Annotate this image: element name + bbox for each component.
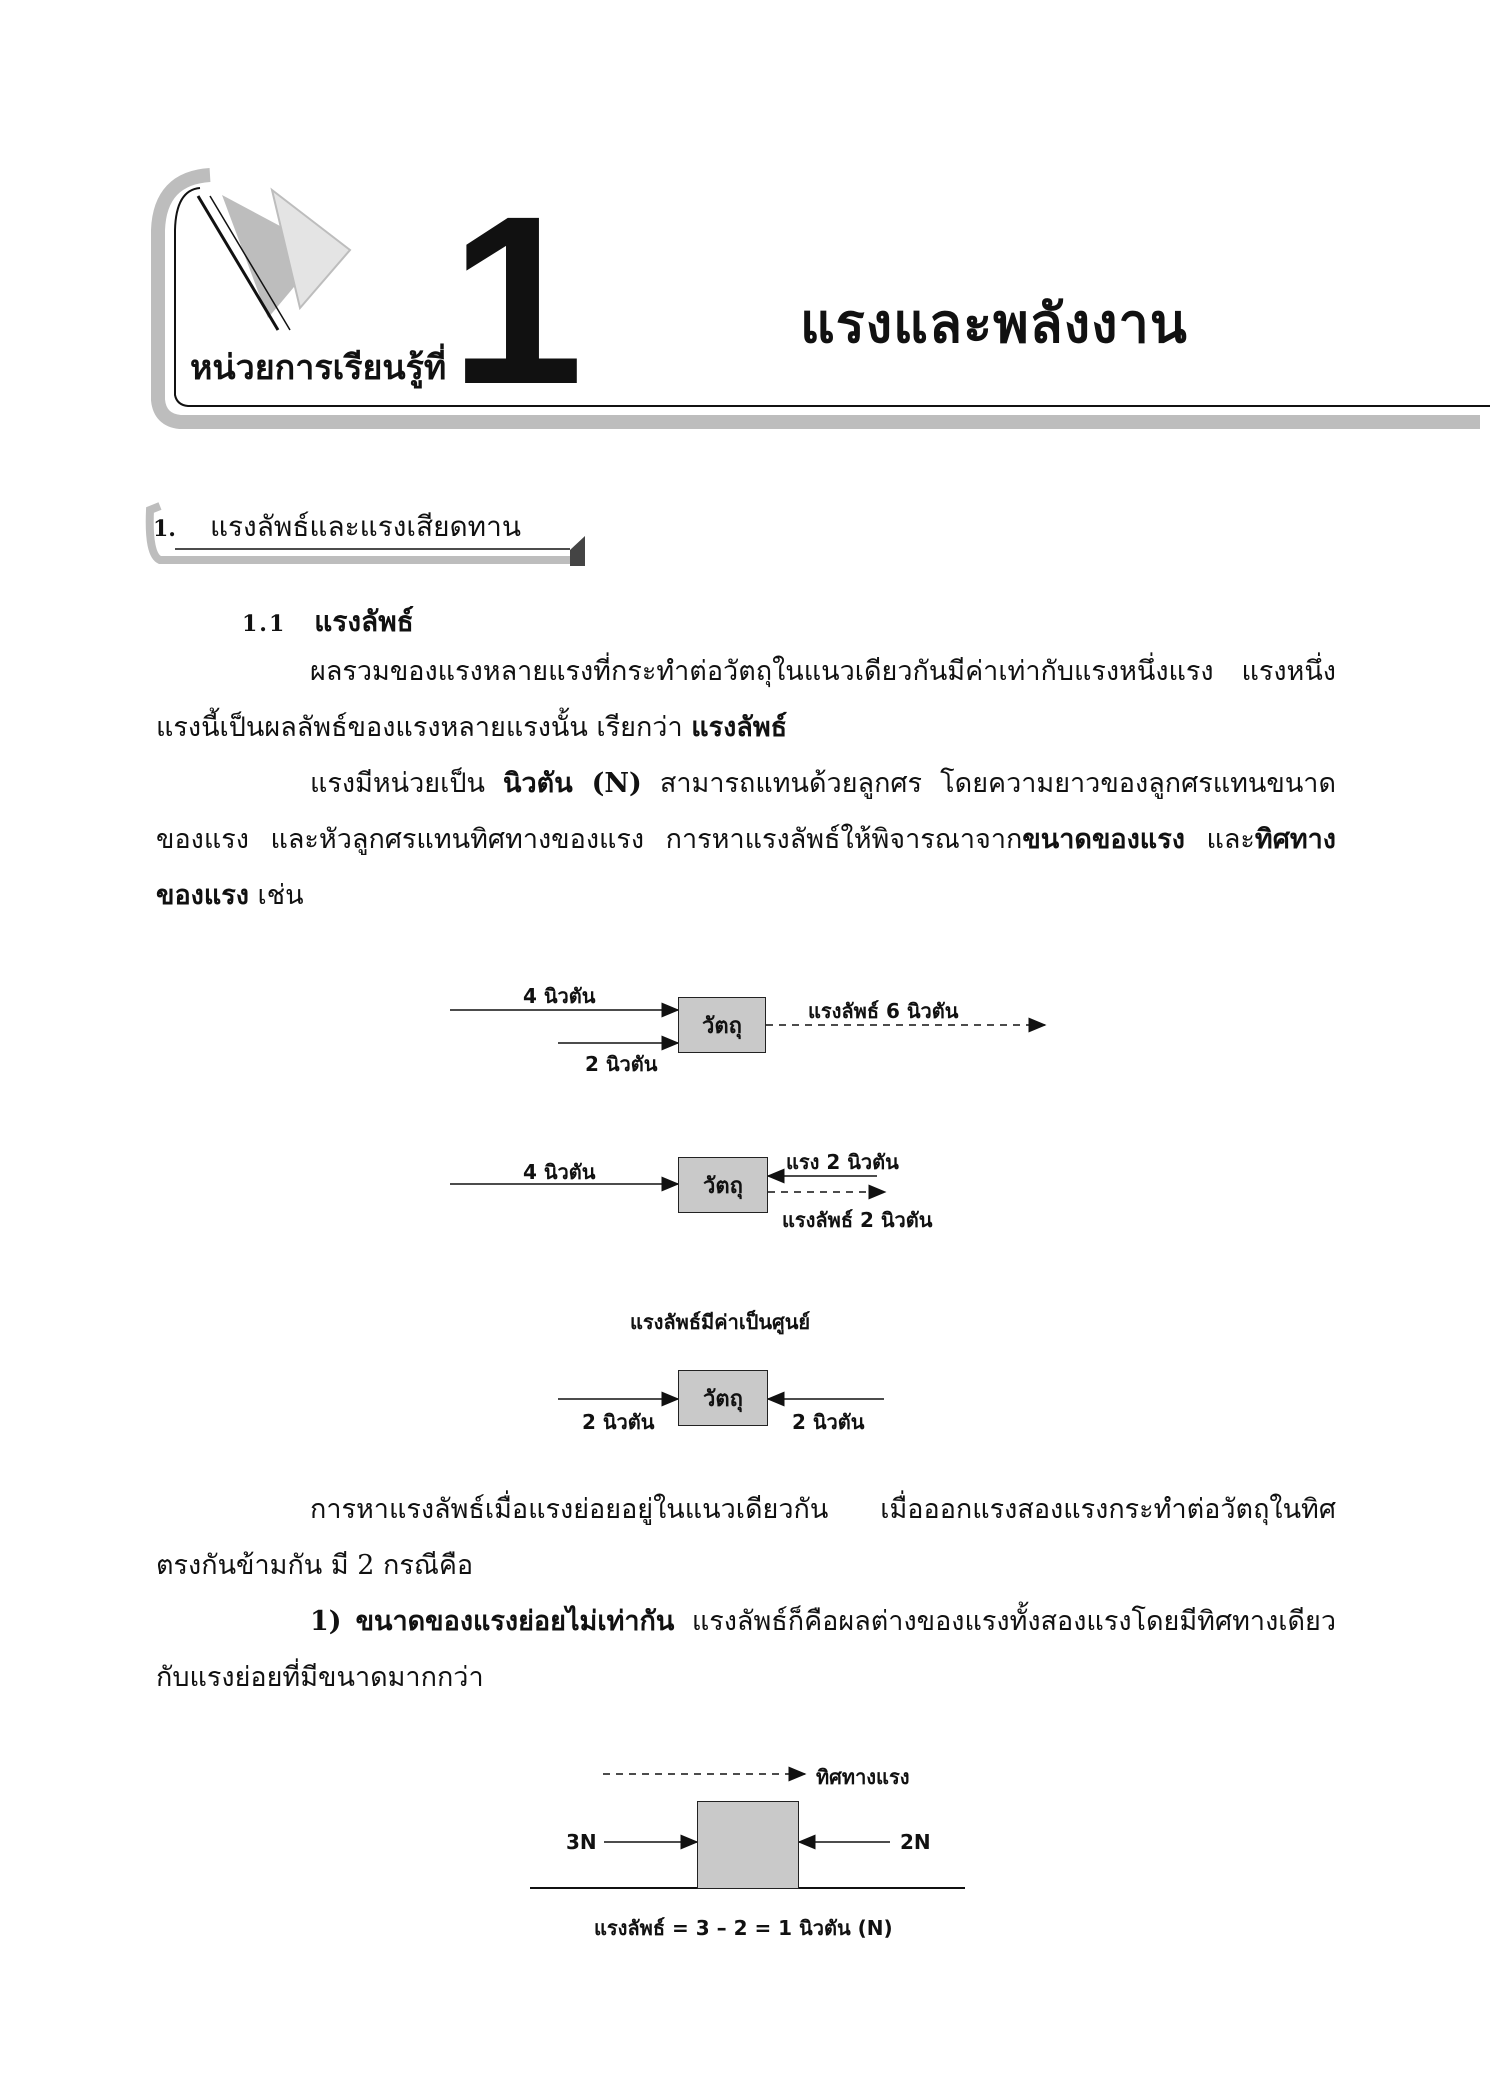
p2-text-c: และ bbox=[1184, 824, 1255, 855]
p2-term-newton: นิวตัน (N) bbox=[503, 768, 642, 799]
subsection-title: แรงลัพธ์ bbox=[314, 605, 414, 638]
chapter-title: แรงและพลังงาน bbox=[800, 292, 1188, 355]
d4-object-block bbox=[697, 1801, 799, 1889]
d3-label-right: 2 นิวตัน bbox=[792, 1410, 865, 1434]
d2-label-4n: 4 นิวตัน bbox=[523, 1160, 596, 1184]
d1-result-label: แรงลัพธ์ 6 นิวตัน bbox=[808, 999, 959, 1023]
section-number: 1. bbox=[153, 516, 176, 542]
d4-label-3n: 3N bbox=[566, 1830, 597, 1854]
d2-result-label: แรงลัพธ์ 2 นิวตัน bbox=[782, 1208, 933, 1232]
p1-term: แรงลัพธ์ bbox=[691, 712, 788, 743]
d1-label-4n: 4 นิวตัน bbox=[523, 984, 596, 1008]
p2-text-b: สามารถแทนด้วยลูกศร โดยความยาวของลูกศรแทนขนาดของแรง และหัวลูกศรแทนทิศทางของแรง การหาแรงลัพธ์ให้พิจารณาจาก bbox=[156, 768, 1336, 855]
subsection-number: 1.1 bbox=[242, 611, 287, 637]
d1-object-box: วัตถุ bbox=[678, 997, 766, 1053]
p2-term-direction: ทิศทางของแรง bbox=[156, 824, 1336, 911]
p2-text-d: เช่น bbox=[248, 880, 304, 911]
unit-number: 1 bbox=[450, 166, 584, 434]
d4-label-2n: 2N bbox=[900, 1830, 931, 1854]
p1-text: ผลรวมของแรงหลายแรงที่กระทำต่อวัตถุในแนวเดียวกันมีค่าเท่ากับแรงหนึ่งแรง แรงหนึ่งแรงนี้เป็นผลลัพธ์ของแรงหลายแรงนั้น เรียกว่า bbox=[156, 656, 1336, 743]
unit-label: หน่วยการเรียนรู้ที่ bbox=[190, 348, 447, 388]
p4-term: ขนาดของแรงย่อยไม่เท่ากัน bbox=[355, 1606, 675, 1637]
p2-term-magnitude: ขนาดของแรง bbox=[1022, 824, 1185, 855]
d3-caption: แรงลัพธ์มีค่าเป็นศูนย์ bbox=[630, 1310, 811, 1334]
d3-object-box: วัตถุ bbox=[678, 1370, 768, 1426]
section-title: แรงลัพธ์และแรงเสียดทาน bbox=[209, 510, 522, 543]
p2-text-a: แรงมีหน่วยเป็น bbox=[310, 768, 504, 799]
d4-direction-label: ทิศทางแรง bbox=[816, 1765, 910, 1789]
d3-label-left: 2 นิวตัน bbox=[582, 1410, 655, 1434]
paragraph-3 bbox=[156, 1482, 1336, 1594]
p4-text: แรงลัพธ์ก็คือผลต่างของแรงทั้งสองแรงโดยมีทิศทางเดียวกับแรงย่อยที่มีขนาดมากกว่า bbox=[156, 1606, 1336, 1693]
d1-label-2n: 2 นิวตัน bbox=[585, 1052, 658, 1076]
paragraph-4 bbox=[156, 1594, 1336, 1706]
p4-number: 1) bbox=[310, 1606, 342, 1637]
p3-text: การหาแรงลัพธ์เมื่อแรงย่อยอยู่ในแนวเดียวกัน เมื่อออกแรงสองแรงกระทำต่อวัตถุในทิศตรงกันข้ามกัน มี 2 กรณีคือ bbox=[156, 1494, 1336, 1581]
d2-label-2n: แรง 2 นิวตัน bbox=[786, 1150, 899, 1174]
d4-formula: แรงลัพธ์ = 3 – 2 = 1 นิวตัน (N) bbox=[594, 1916, 893, 1940]
d2-object-box: วัตถุ bbox=[678, 1157, 768, 1213]
